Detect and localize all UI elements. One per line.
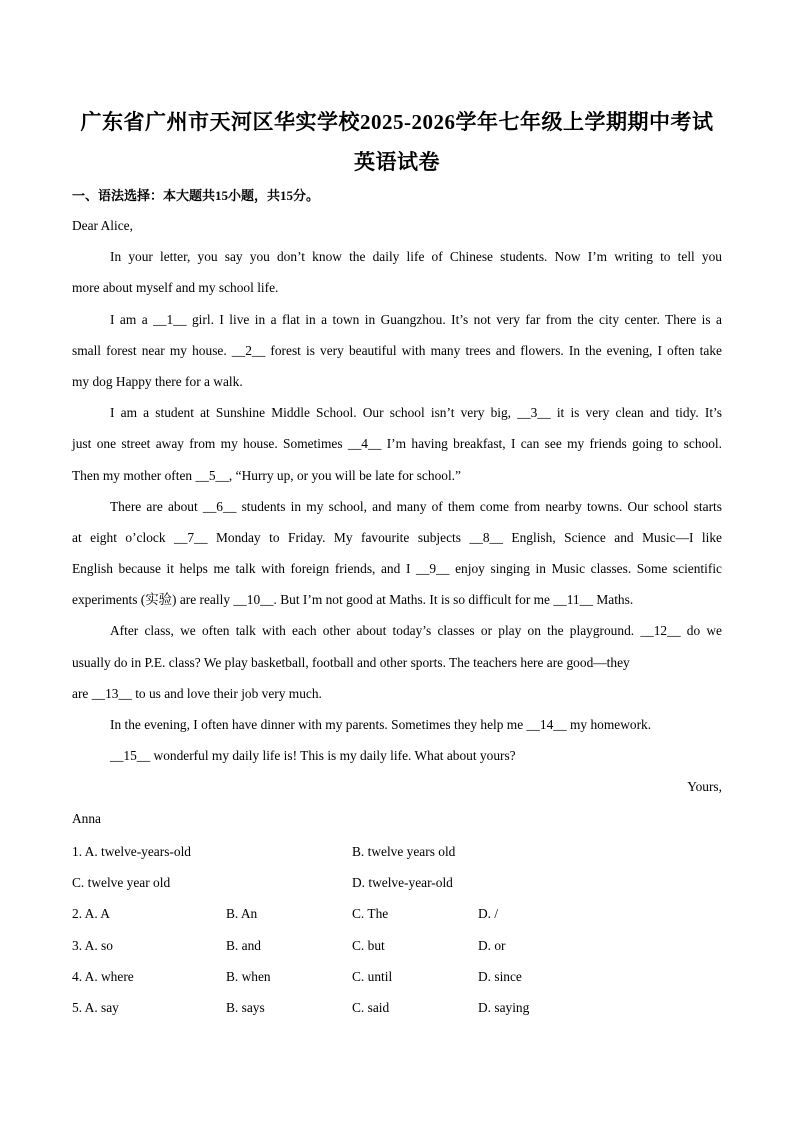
option-choice: 3. A. so — [72, 937, 113, 953]
option-choice: 5. A. say — [72, 999, 119, 1015]
passage-line: After class, we often talk with each other about today’s classes or play on the playground. __12__ do we — [110, 623, 722, 639]
option-choice: D. since — [478, 968, 522, 984]
option-choice: D. or — [478, 937, 506, 953]
letter-greeting: Dear Alice, — [72, 218, 133, 233]
option-choice: B. An — [226, 906, 258, 922]
option-row — [72, 836, 722, 867]
option-row — [72, 930, 722, 961]
option-choice: 1. A. twelve-years-old — [72, 844, 191, 859]
option-choice: 4. A. where — [72, 968, 134, 984]
passage-line: English because it helps me talk with foreign friends, and I __9__ enjoy singing in Music classes. Some scientific — [72, 561, 722, 577]
option-row — [72, 961, 722, 992]
option-choice: B. and — [226, 937, 261, 953]
exam-title: 广东省广州市天河区华实学校2025-2026学年七年级上学期期中考试 — [80, 110, 714, 134]
option-row — [72, 898, 722, 929]
passage-line: I am a __1__ girl. I live in a flat in a town in Guangzhou. It’s not very far from the city center. There is a — [110, 311, 722, 327]
option-choice: C. but — [352, 937, 385, 953]
exam-subtitle: 英语试卷 — [354, 150, 440, 174]
passage-line: are __13__ to us and love their job very much. — [72, 685, 322, 701]
passage-line: my dog Happy there for a walk. — [72, 373, 243, 389]
option-choice: B. twelve years old — [352, 844, 456, 859]
passage-line: __15__ wonderful my daily life is! This is my daily life. What about yours? — [110, 748, 516, 764]
option-choice: C. said — [352, 999, 390, 1015]
letter-closing: Yours, — [687, 779, 722, 795]
passage-line: experiments (实验) are really __10__. But I’m not good at Maths. It is so difficult for me __11__ Maths. — [72, 592, 634, 608]
option-choice: D. saying — [478, 999, 530, 1015]
passage-line: Then my mother often __5__, “Hurry up, or you will be late for school.” — [72, 467, 461, 483]
passage-line: usually do in P.E. class? We play basketball, football and other sports. The teachers here are good—they — [72, 654, 630, 670]
passage-line: small forest near my house. __2__ forest is very beautiful with many trees and flowers. In the evening, I often take — [72, 342, 722, 358]
passage-line: In the evening, I often have dinner with my parents. Sometimes they help me __14__ my homework. — [110, 717, 652, 732]
passage-line: In your letter, you say you don’t know the daily life of Chinese students. Now I’m writing to tell you — [110, 249, 722, 265]
passage-line: I am a student at Sunshine Middle School. Our school isn’t very big, __3__ it is very clean and tidy. It’s — [110, 405, 722, 421]
option-row — [72, 867, 722, 898]
option-choice: 2. A. A — [72, 906, 110, 922]
passage-line: There are about __6__ students in my school, and many of them come from nearby towns. Our school starts — [110, 498, 722, 514]
option-choice: C. The — [352, 906, 389, 922]
option-choice: C. until — [352, 968, 393, 984]
option-choice: D. / — [478, 906, 499, 922]
option-choice: B. says — [226, 999, 265, 1015]
letter-signature: Anna — [72, 810, 102, 826]
section-header: 一、语法选择：本大题共15小题，共15分。 — [72, 188, 320, 203]
passage-line: more about myself and my school life. — [72, 280, 279, 296]
option-choice: B. when — [226, 968, 271, 984]
passage-line: just one street away from my house. Sometimes __4__ I’m having breakfast, I can see my friends going to school. — [72, 436, 722, 452]
option-row — [72, 992, 722, 1023]
cloze-passage — [72, 210, 722, 834]
option-choice: C. twelve year old — [72, 875, 171, 891]
option-choice: D. twelve-year-old — [352, 875, 453, 891]
passage-line: at eight o’clock __7__ Monday to Friday. My favourite subjects __8__ English, Science and Music—I like — [72, 529, 722, 545]
answer-options — [72, 836, 722, 1023]
